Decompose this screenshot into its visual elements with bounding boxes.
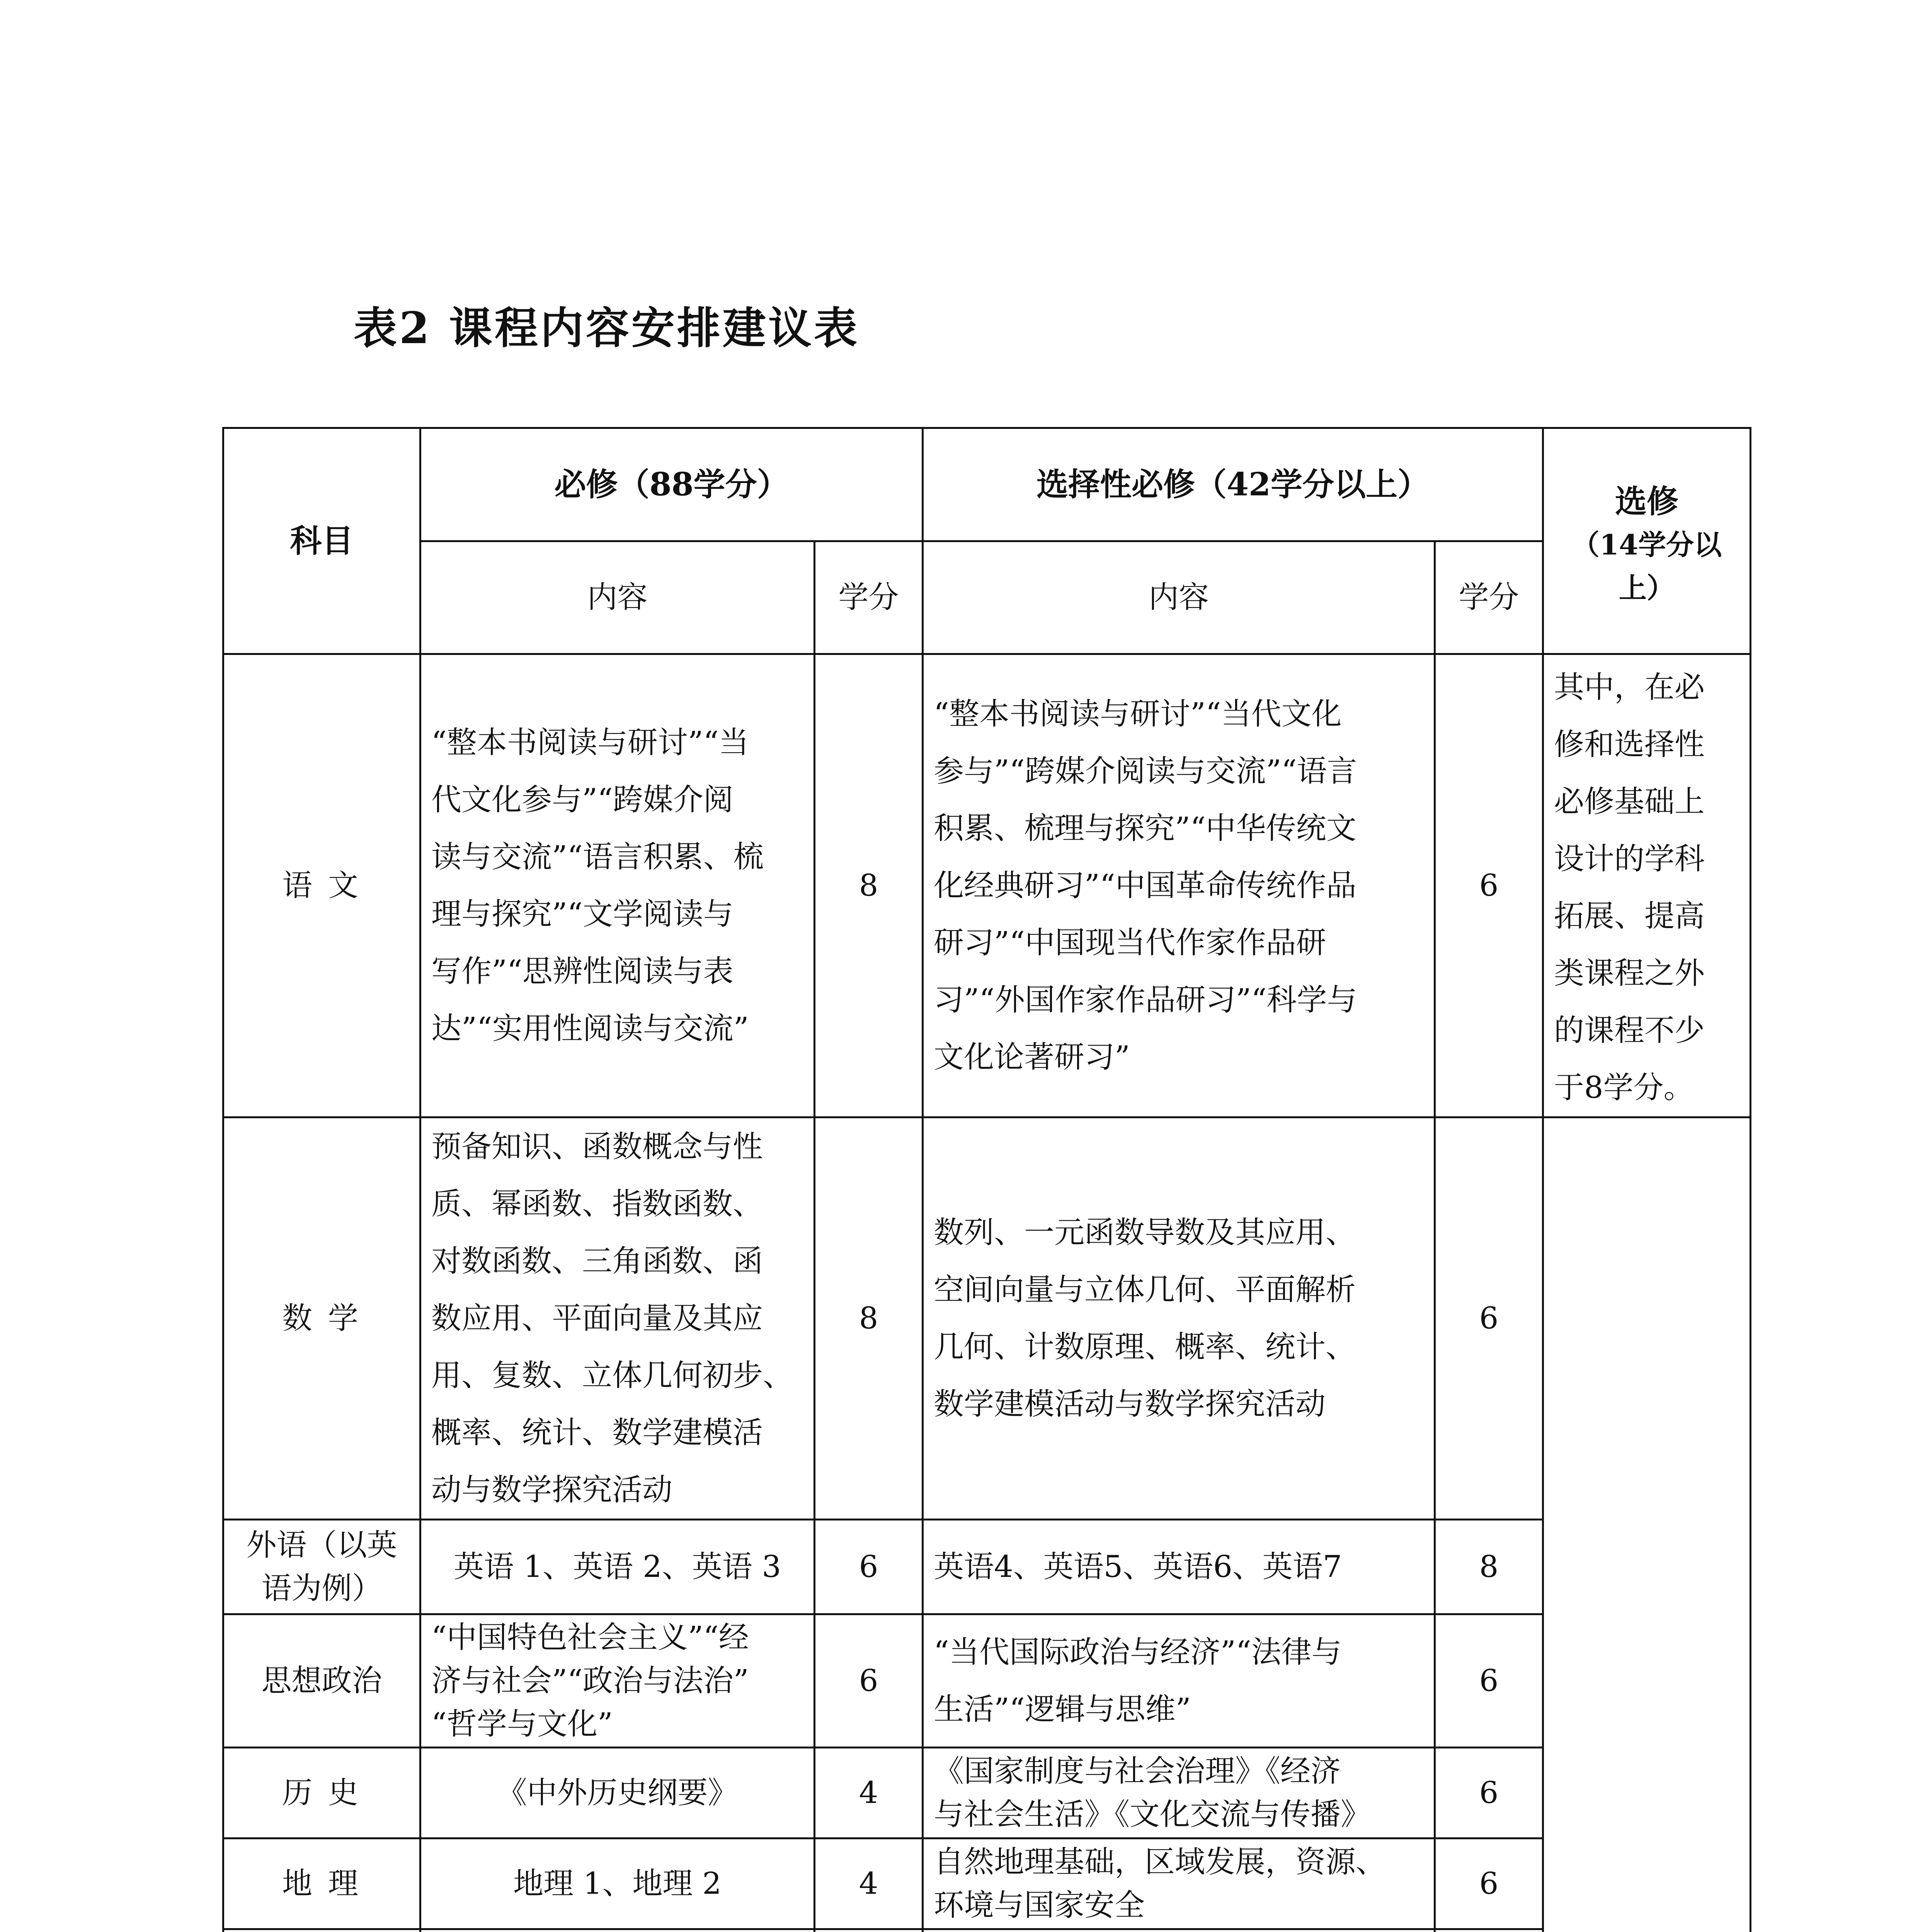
selective-content: 自然地理基础，区域发展，资源、 环境与国家安全: [923, 1838, 1435, 1929]
required-credits: 8: [815, 654, 923, 1117]
required-credits: 4: [815, 1838, 923, 1929]
selective-content: “整本书阅读与研讨”“当代文化 参与”“跨媒介阅读与交流”“语言 积累、梳理与探究”“中华传统文 化经典研习”“中国革命传统作品 研习”“中国现当代作家作品研 习”“外国作家作品研习”“科学与 文化论著研习”: [923, 654, 1435, 1117]
required-content: [420, 1929, 815, 1932]
required-content: 地理 1、地理 2: [420, 1838, 815, 1929]
selective-content: 《国家制度与社会治理》《经济 与社会生活》《文化交流与传播》: [923, 1748, 1435, 1838]
selective-credits: 6: [1435, 1838, 1543, 1929]
required-credits: 4: [815, 1748, 923, 1838]
selective-credits-header: 学分: [1435, 541, 1543, 654]
subject-physics: [223, 1929, 420, 1932]
elective-title: 选修: [1615, 483, 1679, 520]
required-credits: [815, 1929, 923, 1932]
selective-content: 英语4、英语5、英语6、英语7: [923, 1520, 1435, 1614]
required-content: 英语 1、英语 2、英语 3: [420, 1520, 815, 1614]
required-content-header: 内容: [420, 541, 815, 654]
subject-history: 历 史: [223, 1748, 420, 1838]
selective-credits: 8: [1435, 1520, 1543, 1614]
subject-politics: 思想政治: [223, 1614, 420, 1748]
required-content: “中国特色社会主义”“经 济与社会”“政治与法治” “哲学与文化”: [420, 1614, 815, 1748]
selective-credits: 6: [1435, 654, 1543, 1117]
required-header: 必修（88学分）: [420, 428, 923, 541]
course-arrangement-table: [222, 427, 1751, 1932]
elective-header: [1543, 428, 1751, 654]
selective-credits: 6: [1435, 1748, 1543, 1838]
selective-content-header: 内容: [923, 541, 1435, 654]
selective-credits: 6: [1435, 1614, 1543, 1748]
subject-header: 科目: [223, 428, 420, 654]
selective-content: “当代国际政治与经济”“法律与 生活”“逻辑与思维”: [923, 1614, 1435, 1748]
subject-chinese: 语 文: [223, 654, 420, 1117]
table-title: 表2 课程内容安排建议表: [354, 303, 859, 354]
subject-geography: 地 理: [223, 1838, 420, 1929]
subject-math: 数 学: [223, 1117, 420, 1520]
required-credits-header: 学分: [815, 541, 923, 654]
required-content: 预备知识、函数概念与性 质、幂函数、指数函数、 对数函数、三角函数、函 数应用、平面向量及其应 用、复数、立体几何初步、 概率、统计、数学建模活 动与数学探究活动: [420, 1117, 815, 1520]
required-credits: 8: [815, 1117, 923, 1520]
required-credits: 6: [815, 1614, 923, 1748]
subject-foreign-language: 外语（以英 语为例）: [223, 1520, 420, 1614]
selective-credits: 6: [1435, 1117, 1543, 1520]
elective-subtitle: （14学分以上）: [1571, 528, 1722, 604]
selective-content: 数列、一元函数导数及其应用、 空间向量与立体几何、平面解析 几何、计数原理、概率、统计、 数学建模活动与数学探究活动: [923, 1117, 1435, 1520]
required-content: 《中外历史纲要》: [420, 1748, 815, 1838]
selective-content: [923, 1929, 1435, 1932]
required-credits: 6: [815, 1520, 923, 1614]
elective-note: 其中，在必 修和选择性 必修基础上 设计的学科 拓展、提高 类课程之外 的课程不少 于8学分。: [1543, 654, 1751, 1117]
elective-blank: [1543, 1117, 1751, 1932]
selective-credits: [1435, 1929, 1543, 1932]
selective-header: 选择性必修（42学分以上）: [923, 428, 1543, 541]
required-content: “整本书阅读与研讨”“当 代文化参与”“跨媒介阅 读与交流”“语言积累、梳 理与探究”“文学阅读与 写作”“思辨性阅读与表 达”“实用性阅读与交流”: [420, 654, 815, 1117]
